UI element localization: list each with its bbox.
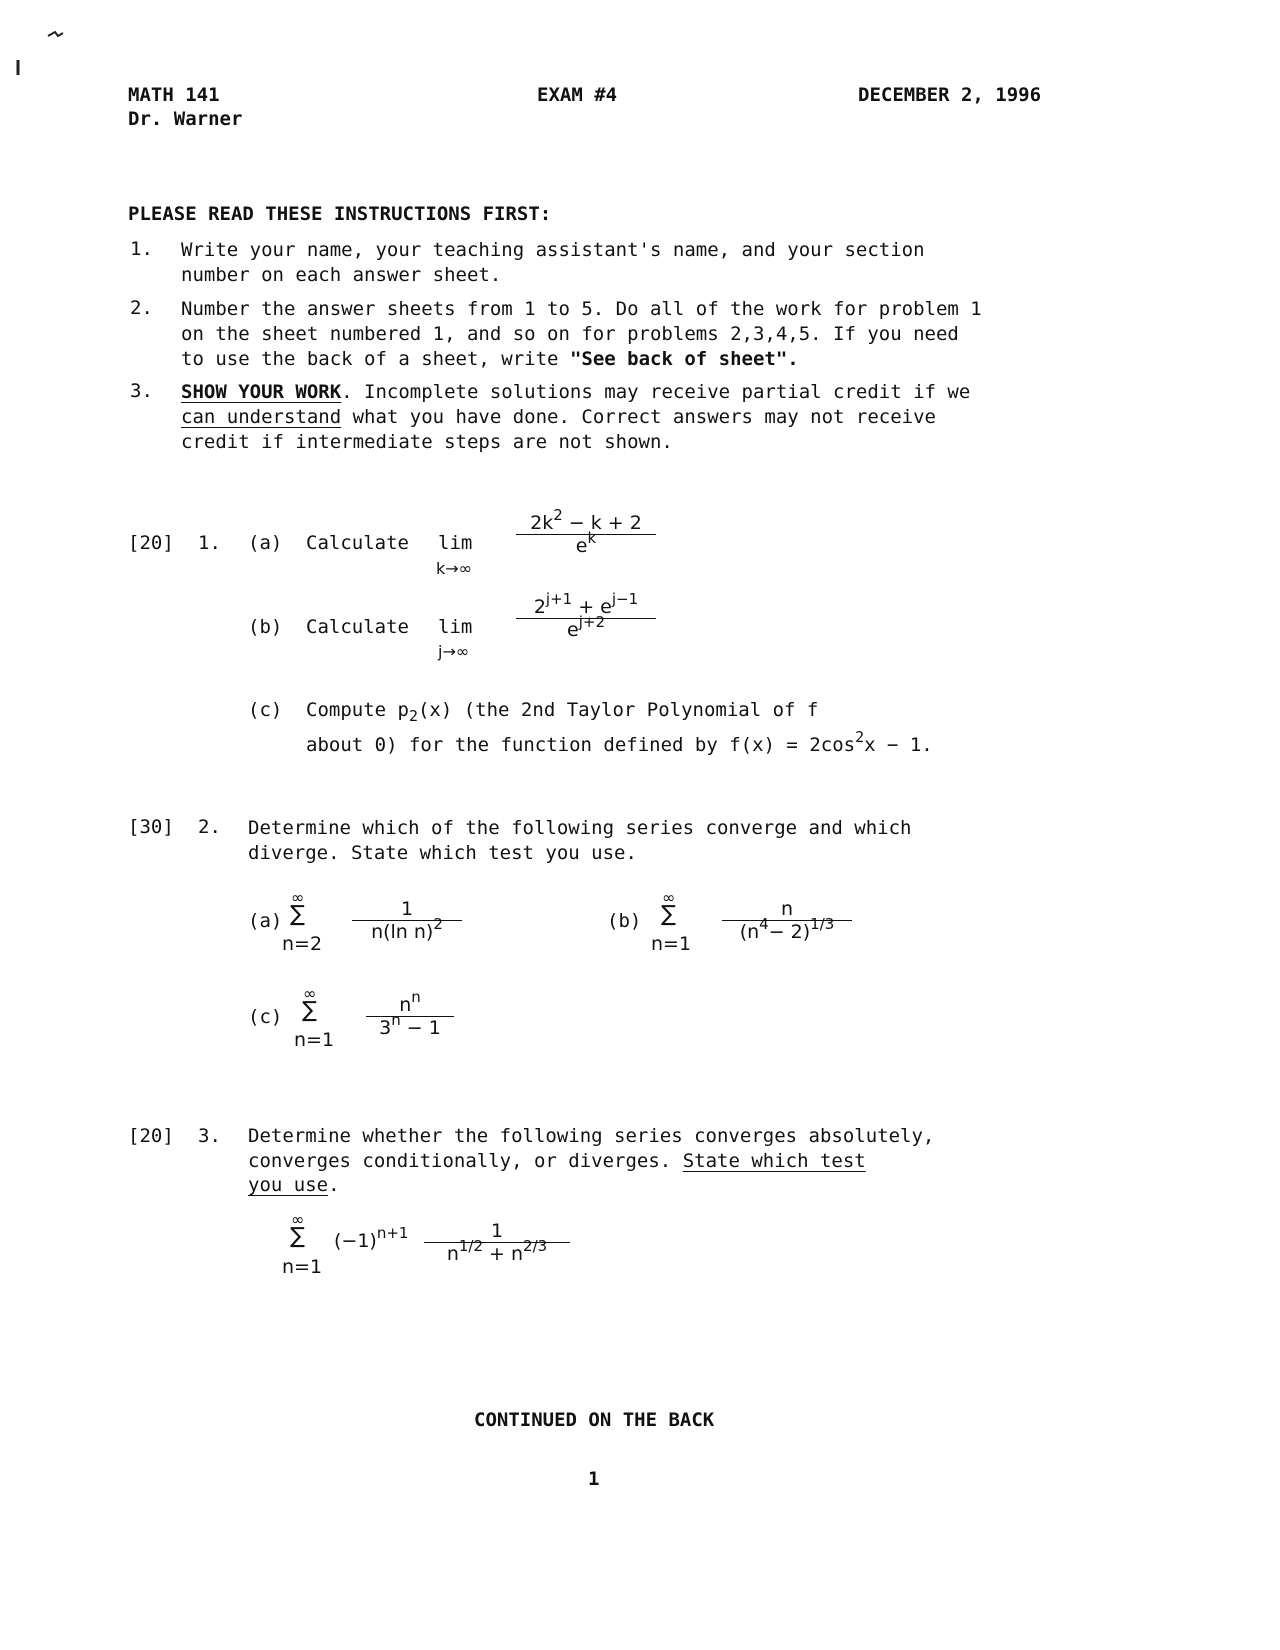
denominator (516, 613, 656, 641)
numerator: 1 (490, 1220, 504, 1242)
num-mid: + e (572, 596, 612, 618)
sum-lower: n=2 (282, 933, 323, 955)
text: . (328, 1174, 340, 1196)
exp: j+2 (578, 613, 605, 631)
continued-notice: CONTINUED ON THE BACK (474, 1409, 715, 1431)
den-rest: − 2) (768, 921, 811, 943)
den-base: n(ln n) (371, 921, 434, 943)
denominator (366, 1011, 454, 1039)
den-base: (n (739, 921, 760, 943)
sum-lower: n=1 (282, 1256, 323, 1278)
sigma-symbol: ∑ (661, 902, 676, 927)
can-understand: can understand (181, 406, 342, 428)
text: Compute p (306, 699, 409, 721)
denominator (516, 529, 656, 557)
page-number: 1 (588, 1468, 600, 1490)
den-base: e (567, 619, 579, 641)
scan-mark (14, 58, 22, 78)
exp: n (391, 1011, 401, 1029)
part-label: (a) (248, 532, 283, 554)
fraction (352, 898, 462, 943)
exp: 4 (759, 915, 769, 933)
denominator (352, 915, 462, 943)
sigma-symbol: ∑ (290, 1224, 305, 1249)
part-verb: Calculate (306, 532, 409, 554)
problem-number: 1. (198, 532, 221, 554)
part-label: (b) (248, 616, 283, 638)
part-verb: Calculate (306, 616, 409, 638)
exp: 2 (433, 915, 443, 933)
den-base: e (575, 535, 588, 557)
text: converges conditionally, or diverges. (248, 1150, 683, 1172)
instruction-text (181, 297, 1121, 372)
instructor-name: Dr. Warner (128, 108, 243, 130)
exam-date: DECEMBER 2, 1996 (858, 84, 1042, 106)
sum-lower: n=1 (651, 933, 692, 955)
part-label: (a) (248, 910, 283, 932)
problem-text-line (248, 1150, 866, 1172)
exp: n (411, 988, 421, 1006)
sum-upper: ∞ (303, 984, 317, 1003)
sigma-symbol: ∑ (302, 998, 317, 1023)
lim-word: lim (438, 616, 473, 638)
lim-subscript: k→∞ (436, 559, 472, 578)
part-label: (c) (248, 1006, 283, 1028)
fraction (516, 590, 656, 641)
exp: 2 (553, 506, 563, 524)
text: x − 1. (864, 734, 933, 756)
you-use: you use (248, 1174, 329, 1196)
instruction-text: Write your name, your teaching assistant's name, and your section number on each answer sheet. (181, 239, 925, 286)
fraction (516, 506, 656, 557)
num-base: n (399, 994, 412, 1016)
numerator: 1 (400, 898, 414, 920)
lim-subscript: j→∞ (438, 642, 470, 661)
problem-text: Determine which of the following series converge and which diverge. State which test you use. (248, 817, 912, 864)
num-base: 2 (533, 596, 546, 618)
exam-title: EXAM #4 (537, 84, 618, 106)
instruction-number: 1. (130, 238, 153, 260)
instruction-text-rest: . Incomplete solutions may receive partial credit if we (341, 381, 971, 403)
num-base: 2k (530, 512, 554, 534)
problem-points: [20] (128, 1125, 174, 1147)
exp: 1/2 (458, 1237, 483, 1255)
instruction-text-rest2: what you have done. Correct answers may not receive credit if intermediate steps are not shown. (181, 406, 936, 453)
instruction-number: 2. (130, 297, 153, 319)
denominator (424, 1237, 570, 1265)
fraction (424, 1220, 570, 1265)
problem-number: 2. (198, 816, 221, 838)
instruction-text (181, 380, 1121, 455)
exp: k (587, 529, 597, 547)
instruction-text-plain: Number the answer sheets from 1 to 5. Do all of the work for problem 1 on the sheet numbered 1, and so on for problems 2,3,4,5. If you need to use the back of a sheet, write (181, 298, 982, 370)
exp: n+1 (376, 1224, 409, 1242)
problem-text-line: Determine whether the following series converges absolutely, (248, 1125, 935, 1147)
exp: 2/3 (523, 1237, 548, 1255)
instruction-text-bold: "See back of sheet". (569, 348, 799, 370)
sign-factor (334, 1224, 409, 1252)
text: (x) (the 2nd Taylor Polynomial of f (417, 699, 819, 721)
den-mid: + n (483, 1243, 524, 1265)
course-title: MATH 141 (128, 84, 220, 106)
exp: j−1 (611, 590, 639, 608)
text: about 0) for the function defined by f(x) = 2cos (306, 734, 856, 756)
numerator: n (780, 898, 794, 920)
part-text-line (306, 728, 933, 756)
den-base: n (446, 1243, 459, 1265)
sigma-symbol: ∑ (290, 902, 305, 927)
subscript: 2 (408, 707, 418, 725)
problem-number: 3. (198, 1125, 221, 1147)
problem-text-line (248, 1174, 340, 1196)
lim-word: lim (438, 532, 473, 554)
exp: 1/3 (810, 915, 835, 933)
state-which-test: State which test (682, 1150, 866, 1172)
numerator (366, 988, 454, 1016)
den-rest: − 1 (400, 1017, 441, 1039)
sum-upper: ∞ (291, 888, 305, 907)
text: (−1) (334, 1230, 377, 1252)
part-label: (c) (248, 699, 283, 721)
num-rest: − k + 2 (562, 512, 642, 534)
sum-upper: ∞ (662, 888, 676, 907)
sum-lower: n=1 (294, 1029, 335, 1051)
part-text-line (306, 699, 819, 725)
exp: j+1 (545, 590, 573, 608)
part-label: (b) (607, 910, 642, 932)
problem-points: [30] (128, 816, 174, 838)
denominator (722, 915, 852, 943)
fraction (722, 898, 852, 943)
instructions-heading: PLEASE READ THESE INSTRUCTIONS FIRST: (128, 203, 552, 225)
sum-upper: ∞ (291, 1210, 305, 1229)
fraction (366, 988, 454, 1039)
scan-mark (46, 28, 76, 42)
den-base: 3 (379, 1017, 392, 1039)
exp: 2 (855, 728, 865, 746)
numerator (516, 506, 656, 534)
show-your-work: SHOW YOUR WORK (181, 381, 342, 403)
problem-points: [20] (128, 532, 174, 554)
instruction-number: 3. (130, 380, 153, 402)
